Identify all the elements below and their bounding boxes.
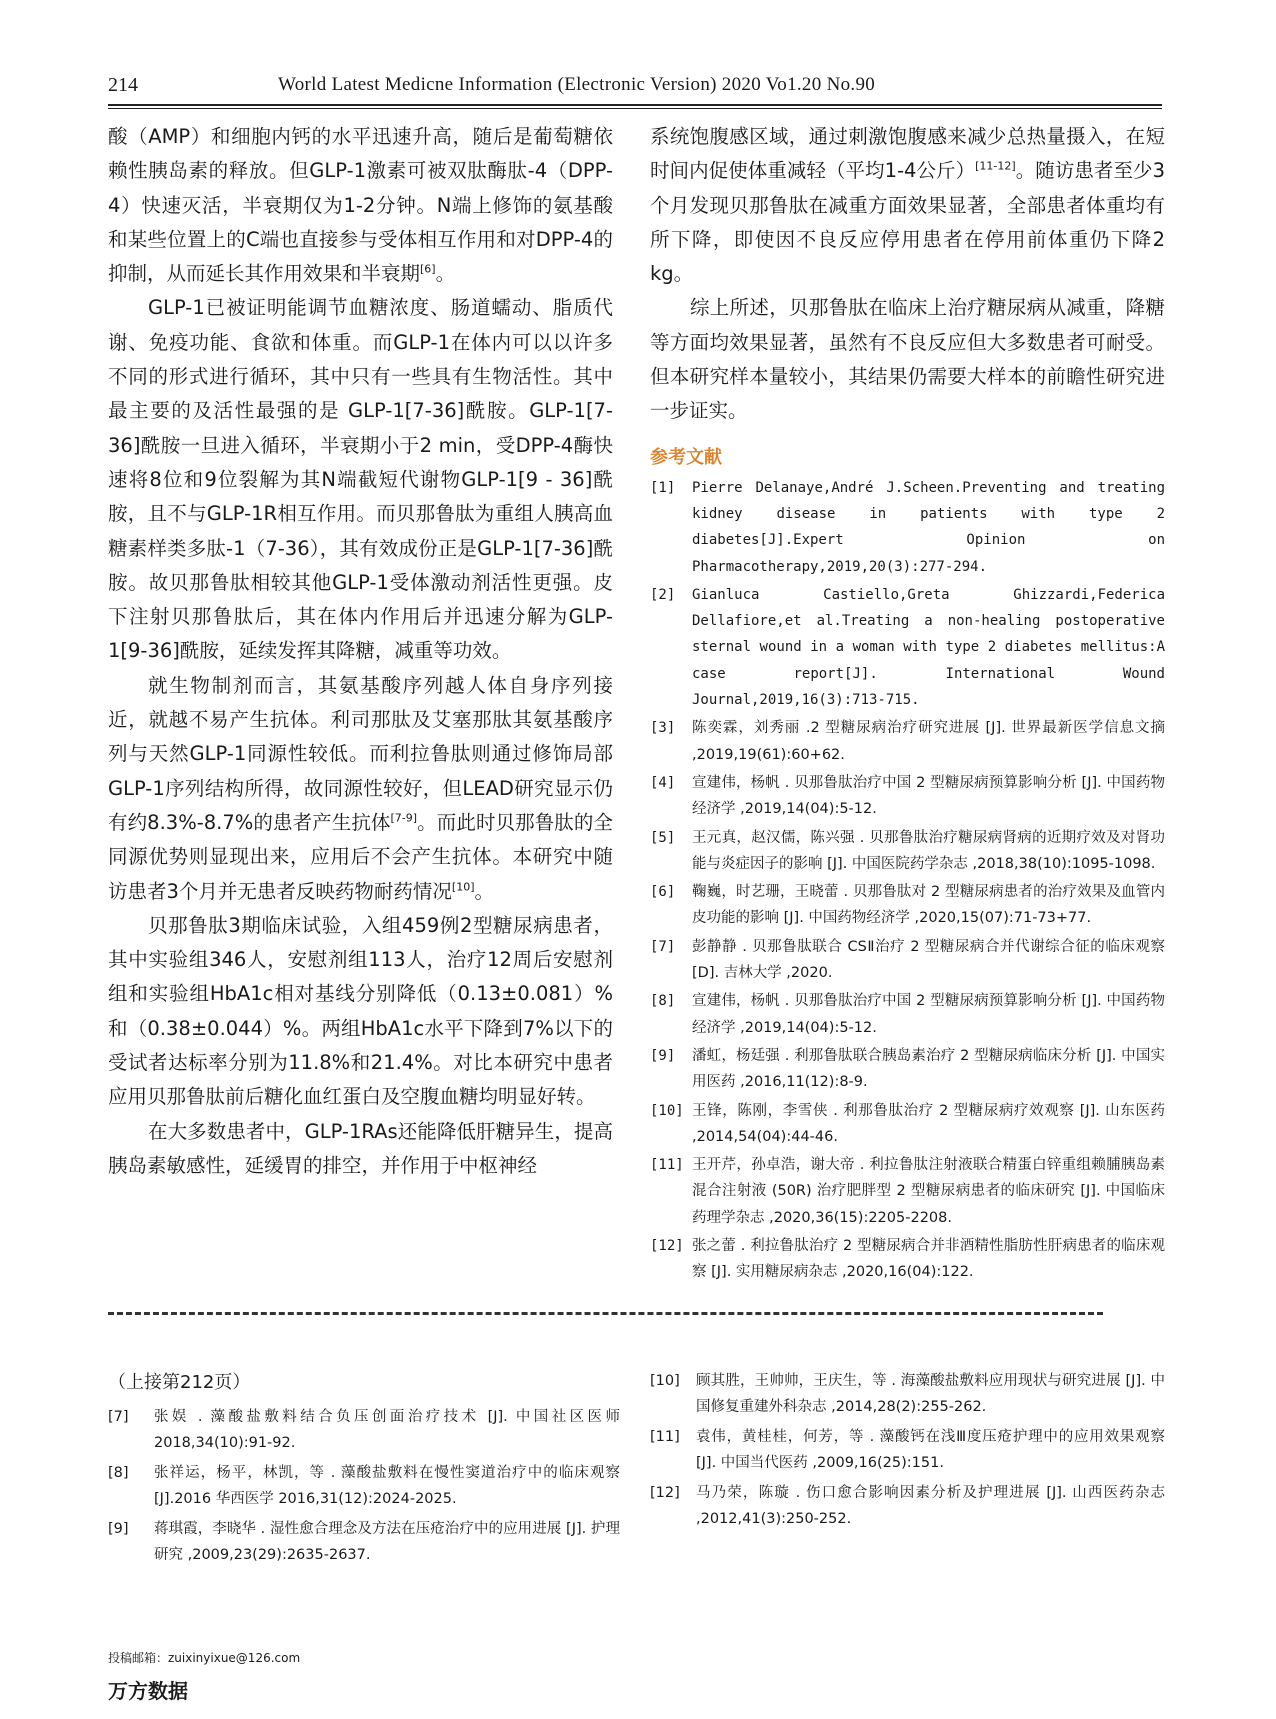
references-heading: 参考文献 bbox=[650, 446, 722, 468]
reference-item: [10] 顾其胜，王帅帅，王庆生，等 . 海藻酸盐敷料应用现状与研究进展 [J]. 中国修复重建外科杂志 ,2014,28(2):255-262. bbox=[650, 1373, 1165, 1415]
reference-item: [7] 彭静静 . 贝那鲁肽联合 CSⅡ治疗 2 型糖尿病合并代谢综合征的临床观察 [D]. 吉林大学 ,2020. bbox=[650, 938, 1165, 982]
wanfang-watermark: 万方数据 bbox=[108, 1679, 188, 1703]
header-rule-thin bbox=[108, 108, 1162, 109]
reference-item: [9] 潘虹，杨廷强 . 利那鲁肽联合胰岛素治疗 2 型糖尿病临床分析 [J]. 中国实用医药 ,2016,11(12):8-9. bbox=[650, 1047, 1165, 1091]
reference-item: [12] 马乃荣，陈璇 . 伤口愈合影响因素分析及护理进展 [J]. 山西医药杂志 ,2012,41(3):250-252. bbox=[650, 1485, 1165, 1527]
reference-item: [6] 鞠巍，时艺珊，王晓蕾 . 贝那鲁肽对 2 型糖尿病患者的治疗效果及血管内皮功能的影响 [J]. 中国药物经济学 ,2020,15(07):71-73+77. bbox=[650, 884, 1165, 927]
continued-references-right bbox=[650, 1368, 1165, 1536]
header-rule bbox=[108, 104, 1162, 106]
reference-item: [2] Gianluca Castiello,Greta Ghizzardi,Federica Dellafiore,et al.Treating a non-healing postoperative sternal wound in a woman with type 2 diabetes mellitus:A case report[J]. International Wound Journal,2019,16(3):713-715. bbox=[650, 586, 1165, 709]
right-column bbox=[650, 120, 1165, 1288]
paragraph: 贝那鲁肽3期临床试验，入组459例2型糖尿病患者，其中实验组346人，安慰剂组113人，治疗12周后安慰剂组和实验组HbA1c相对基线分别降低（0.13±0.081）%和（0.38±0.044）%。两组HbA1c水平下降到7%以下的受试者达标率分别为11.8%和21.4%。对比本研究中患者应用贝那鲁肽前后糖化血红蛋白及空腹血糖均明显好转。 bbox=[108, 913, 613, 1109]
reference-item: [1] Pierre Delanaye,André J.Scheen.Preventing and treating kidney disease in patients with type 2 diabetes[J].Expert Opinion on Pharmacotherapy,2019,20(3):277-294. bbox=[650, 479, 1165, 575]
dashed-separator bbox=[108, 1312, 1103, 1315]
reference-item: [5] 王元真，赵汉儒，陈兴强 . 贝那鲁肽治疗糖尿病肾病的近期疗效及对肾功能与炎症因子的影响 [J]. 中国医院药学杂志 ,2018,38(10):1095-1098. bbox=[650, 829, 1165, 872]
paragraph: 综上所述，贝那鲁肽在临床上治疗糖尿病从减重，降糖等方面均效果显著，虽然有不良反应但大多数患者可耐受。但本研究样本量较小，其结果仍需要大样本的前瞻性研究进一步证实。 bbox=[650, 296, 1165, 423]
paragraph: 就生物制剂而言，其氨基酸序列越人体自身序列接近，就越不易产生抗体。利司那肽及艾塞那肽其氨基酸序列与天然GLP-1同源性较低。而利拉鲁肽则通过修饰局部GLP-1序列结构所得，故同源性较好，但LEAD研究显示仍有约8.3%-8.7%的患者产生抗体[7-9]。而此时贝那鲁肽的全同源优势则显现出来，应用后不会产生抗体。本研究中随访患者3个月并无患者反映药物耐药情况[10]。 bbox=[108, 673, 613, 903]
continued-note: （上接第212页） bbox=[108, 1372, 251, 1393]
reference-item: [9] 蒋琪霞，李晓华 . 湿性愈合理念及方法在压疮治疗中的应用进展 [J]. 护理研究 ,2009,23(29):2635-2637. bbox=[108, 1521, 620, 1563]
paragraph: 在大多数患者中，GLP-1RAs还能降低肝糖异生，提高胰岛素敏感性，延缓胃的排空，并作用于中枢神经 bbox=[108, 1119, 613, 1177]
reference-item: [11] 王开芹，孙卓浩，谢大帝 . 利拉鲁肽注射液联合精蛋白锌重组赖脯胰岛素混合注射液 (50R) 治疗肥胖型 2 型糖尿病患者的临床研究 [J]. 中国临床药理学杂志 ,2020,36(15):2205-2208. bbox=[650, 1157, 1165, 1226]
reference-item: [8] 宣建伟，杨帆 . 贝那鲁肽治疗中国 2 型糖尿病预算影响分析 [J]. 中国药物经济学 ,2019,14(04):5-12. bbox=[650, 993, 1165, 1036]
reference-list bbox=[650, 475, 1165, 1286]
reference-item: [10] 王锋，陈刚，李雪侠 . 利那鲁肽治疗 2 型糖尿病疗效观察 [J]. 山东医药 ,2014,54(04):44-46. bbox=[650, 1102, 1165, 1145]
journal-title: World Latest Medicne Information (Electronic Version) 2020 Vo1.20 No.90 bbox=[278, 74, 876, 95]
page-header bbox=[108, 74, 1162, 102]
reference-item: [3] 陈奕霖，刘秀丽 .2 型糖尿病治疗研究进展 [J]. 世界最新医学信息文摘 ,2019,19(61):60+62. bbox=[650, 720, 1165, 763]
paragraph: 酸（AMP）和细胞内钙的水平迅速升高，随后是葡萄糖依赖性胰岛素的释放。但GLP-1激素可被双肽酶肽-4（DPP-4）快速灭活，半衰期仅为1-2分钟。N端上修饰的氨基酸和某些位置上的C端也直接参与受体相互作用和对DPP-4的抑制，从而延长其作用效果和半衰期[6]。 bbox=[108, 125, 613, 286]
paragraph: GLP-1已被证明能调节血糖浓度、肠道蠕动、脂质代谢、免疫功能、食欲和体重。而GLP-1在体内可以以许多不同的形式进行循环，其中只有一些具有生物活性。其中最主要的及活性最强的是 GLP-1[7-36]酰胺。GLP-1[7-36]酰胺一旦进入循环，半衰期小于2 min，受DPP-4酶快速将8位和9位裂解为其N端截短代谢物GLP-1[9 - 36]酰胺，且不与GLP-1R相互作用。而贝那鲁肽为重组人胰高血糖素样类多肽-1（7-36），其有效成份正是GLP-1[7-36]酰胺。故贝那鲁肽相较其他GLP-1受体激动剂活性更强。皮下注射贝那鲁肽后，其在体内作用后并迅速分解为GLP-1[9-36]酰胺，延续发挥其降糖，减重等功效。 bbox=[108, 296, 613, 663]
continued-references-left bbox=[108, 1368, 620, 1572]
reference-item: [11] 袁伟，黄桂桂，何芳，等 . 藻酸钙在浅Ⅲ度压疮护理中的应用效果观察 [J]. 中国当代医药 ,2009,16(25):151. bbox=[650, 1429, 1165, 1471]
submission-email: 投稿邮箱：zuixinyixue@126.com bbox=[108, 1651, 301, 1665]
reference-item: [8] 张祥运，杨平，林凯，等 . 藻酸盐敷料在慢性窦道治疗中的临床观察 [J].2016 华西医学 2016,31(12):2024-2025. bbox=[108, 1465, 620, 1507]
left-column bbox=[108, 120, 613, 1183]
reference-item: [4] 宣建伟，杨帆 . 贝那鲁肽治疗中国 2 型糖尿病预算影响分析 [J]. 中国药物经济学 ,2019,14(04):5-12. bbox=[650, 774, 1165, 818]
reference-item: [12] 张之蕾 . 利拉鲁肽治疗 2 型糖尿病合并非酒精性脂肪性肝病患者的临床观察 [J]. 实用糖尿病杂志 ,2020,16(04):122. bbox=[650, 1237, 1165, 1281]
paragraph: 系统饱腹感区域，通过刺激饱腹感来减少总热量摄入，在短时间内促使体重减轻（平均1-4公斤）[11-12]。随访患者至少3个月发现贝那鲁肽在减重方面效果显著，全部患者体重均有所下降，即使因不良反应停用患者在停用前体重仍下降2 kg。 bbox=[650, 125, 1165, 286]
page-number: 214 bbox=[108, 74, 138, 96]
reference-item: [7] 张娱 . 藻酸盐敷料结合负压创面治疗技术 [J]. 中国社区医师 2018,34(10):91-92. bbox=[108, 1409, 620, 1451]
